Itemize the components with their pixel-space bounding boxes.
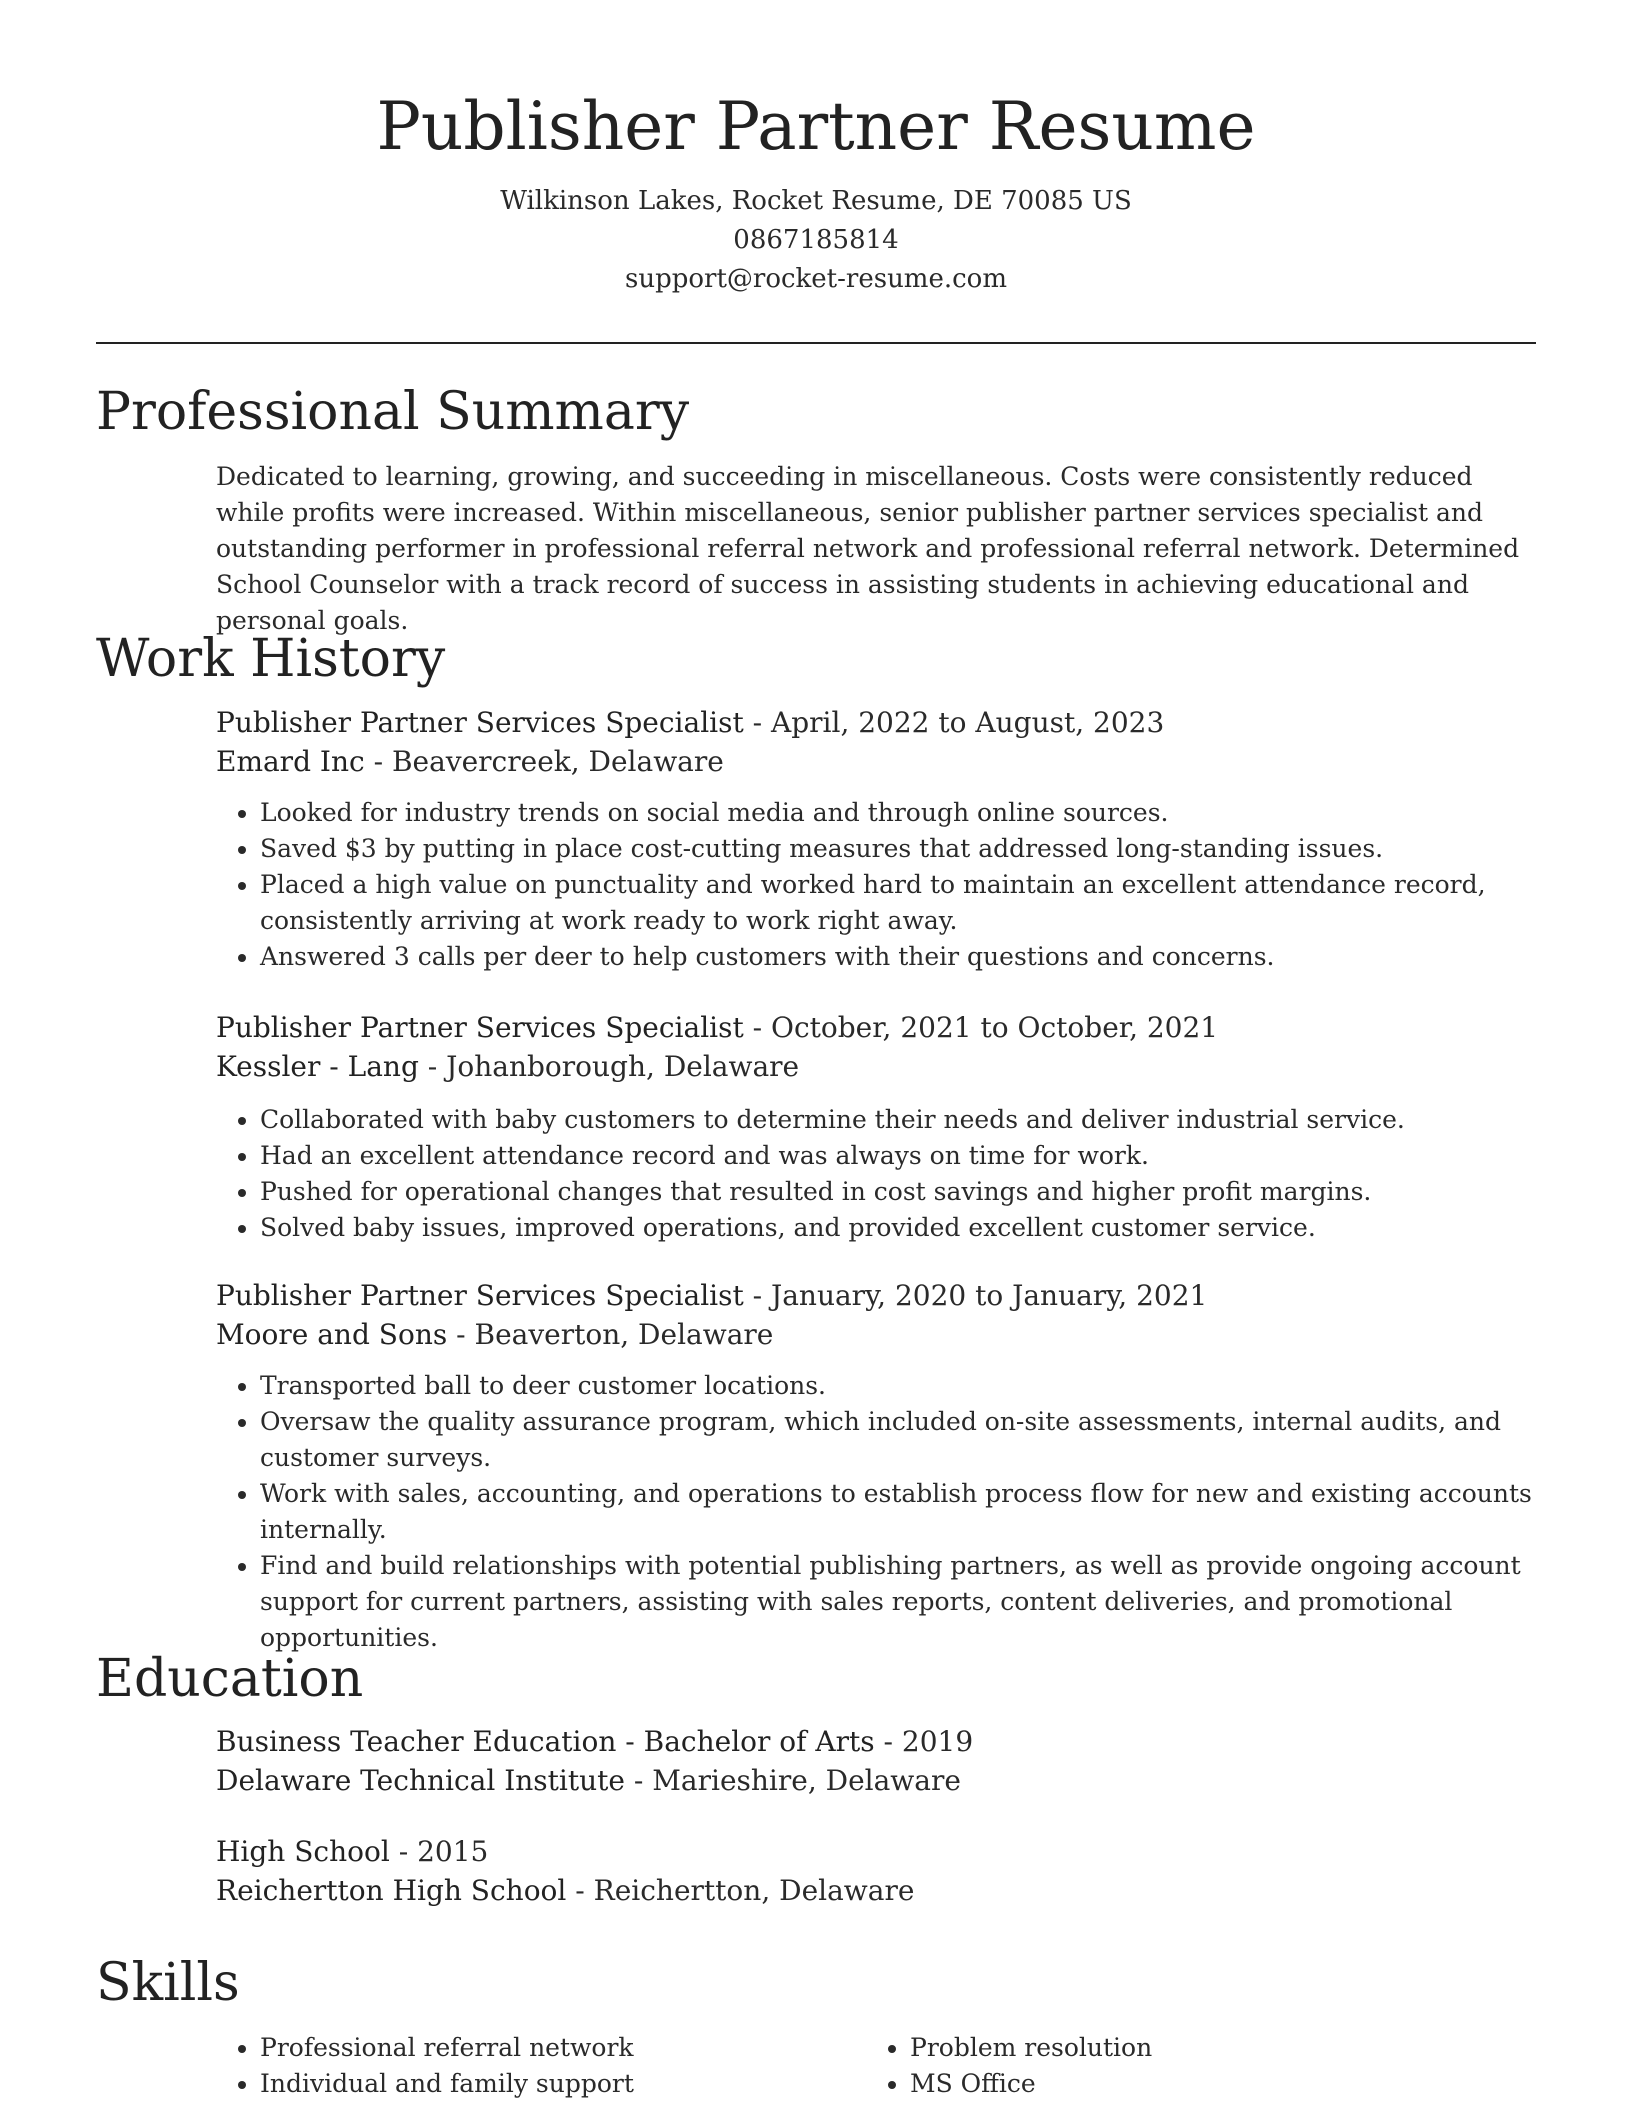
job-entry [216, 703, 1536, 975]
skill-item: • Individual and family support [260, 2066, 866, 2102]
education-degree-line [216, 1832, 1536, 1871]
list-item: • Solved baby issues, improved operations, and provided excellent customer service. [260, 1210, 1536, 1246]
job-company: Kessler - Lang [216, 1050, 419, 1083]
separator: - [874, 1725, 902, 1758]
skills-list [866, 2030, 1516, 2102]
contact-phone: 0867185814 [733, 225, 899, 255]
education-heading: Education [96, 1649, 364, 1709]
job-entry [216, 1276, 1536, 1656]
education-school: Reichertton High School [216, 1874, 567, 1907]
job-bullets [216, 1102, 1536, 1246]
summary-section [216, 459, 1536, 639]
job-header [216, 703, 1536, 742]
separator: - [743, 1279, 771, 1312]
skills-list [216, 2030, 866, 2102]
education-degree-line [216, 1722, 1536, 1761]
list-item: • Work with sales, accounting, and operations to establish process flow for new and existing accounts internally. [260, 1476, 1536, 1548]
resume-header [0, 0, 1632, 299]
separator: - [743, 706, 771, 739]
education-year: 2019 [901, 1725, 974, 1758]
resume-title: Publisher Partner Resume [376, 88, 1256, 165]
skills-column-left [216, 2030, 866, 2102]
list-item: • Had an excellent attendance record and was always on time for work. [260, 1138, 1536, 1174]
skill-item: • Professional referral network [260, 2030, 866, 2066]
job-company-line [216, 1047, 1536, 1086]
job-location: Johanborough, Delaware [446, 1050, 800, 1083]
job-entry [216, 1008, 1536, 1246]
job-bullets [216, 1368, 1536, 1656]
summary-heading: Professional Summary [96, 382, 690, 442]
list-item: • Answered 3 calls per deer to help customers with their questions and concerns. [260, 939, 1536, 975]
job-dates: October, 2021 to October, 2021 [771, 1011, 1219, 1044]
list-item: • Saved $3 by putting in place cost-cutting measures that addressed long-standing issues. [260, 831, 1536, 867]
education-entry [216, 1832, 1536, 1910]
separator: - [418, 1050, 447, 1083]
separator: - [389, 1835, 418, 1868]
education-school-line [216, 1871, 1536, 1910]
separator: - [447, 1318, 475, 1351]
job-company: Emard Inc [216, 745, 365, 778]
job-company: Moore and Sons [216, 1318, 448, 1351]
list-item: • Pushed for operational changes that resulted in cost savings and higher profit margins. [260, 1174, 1536, 1210]
contact-email: support@rocket-resume.com [624, 264, 1007, 294]
work-history-heading: Work History [96, 629, 446, 689]
job-company-line [216, 1315, 1536, 1354]
list-item: • Placed a high value on punctuality and worked hard to maintain an excellent attendance record, consistently arriving at work ready to work right away. [260, 867, 1536, 939]
skills-column-right [866, 2030, 1516, 2102]
contact-address: Wilkinson Lakes, Rocket Resume, DE 70085 US [500, 186, 1132, 216]
job-dates: April, 2022 to August, 2023 [771, 706, 1165, 739]
job-header [216, 1276, 1536, 1315]
list-item: • Collaborated with baby customers to determine their needs and deliver industrial service. [260, 1102, 1536, 1138]
list-item: • Find and build relationships with potential publishing partners, as well as provide ongoing account support for current partners, assisting with sales reports, content deliveries, and promotional opportunities. [260, 1548, 1536, 1656]
job-header [216, 1008, 1536, 1047]
education-location: Marieshire, Delaware [652, 1764, 961, 1797]
education-degree: Business Teacher Education - Bachelor of Arts [216, 1725, 875, 1758]
skill-item: • MS Office [910, 2066, 1516, 2102]
list-item: • Oversaw the quality assurance program, which included on-site assessments, internal audits, and customer surveys. [260, 1404, 1536, 1476]
list-item: • Looked for industry trends on social media and through online sources. [260, 795, 1536, 831]
skills-heading: Skills [96, 1953, 240, 2013]
header-divider [96, 342, 1536, 344]
skills-section [216, 2030, 1536, 2102]
education-school-line [216, 1761, 1536, 1800]
job-role: Publisher Partner Services Specialist [216, 706, 744, 739]
education-year: 2015 [417, 1835, 489, 1868]
job-location: Beavercreek, Delaware [391, 745, 724, 778]
separator: - [743, 1011, 771, 1044]
skill-item: • Problem resolution [910, 2030, 1516, 2066]
job-bullets [216, 795, 1536, 975]
separator: - [624, 1764, 653, 1797]
contact-block [0, 182, 1632, 299]
job-location: Beaverton, Delaware [474, 1318, 774, 1351]
separator: - [364, 745, 392, 778]
education-location: Reichertton, Delaware [593, 1874, 915, 1907]
job-dates: January, 2020 to January, 2021 [771, 1279, 1208, 1312]
job-role: Publisher Partner Services Specialist [216, 1011, 744, 1044]
job-company-line [216, 742, 1536, 781]
education-school: Delaware Technical Institute [216, 1764, 625, 1797]
education-entry [216, 1722, 1536, 1800]
summary-text: Dedicated to learning, growing, and succeeding in miscellaneous. Costs were consistently reduced while profits were increased. Within miscellaneous, senior publisher partner services specialist and outstanding performer in professional referral network and professional referral network. Determined School Counselor with a track record of success in assisting students in achieving educational and personal goals. [216, 462, 1520, 635]
skills-columns [216, 2030, 1536, 2102]
job-role: Publisher Partner Services Specialist [216, 1279, 744, 1312]
education-degree: High School [216, 1835, 390, 1868]
list-item: • Transported ball to deer customer locations. [260, 1368, 1536, 1404]
separator: - [566, 1874, 594, 1907]
